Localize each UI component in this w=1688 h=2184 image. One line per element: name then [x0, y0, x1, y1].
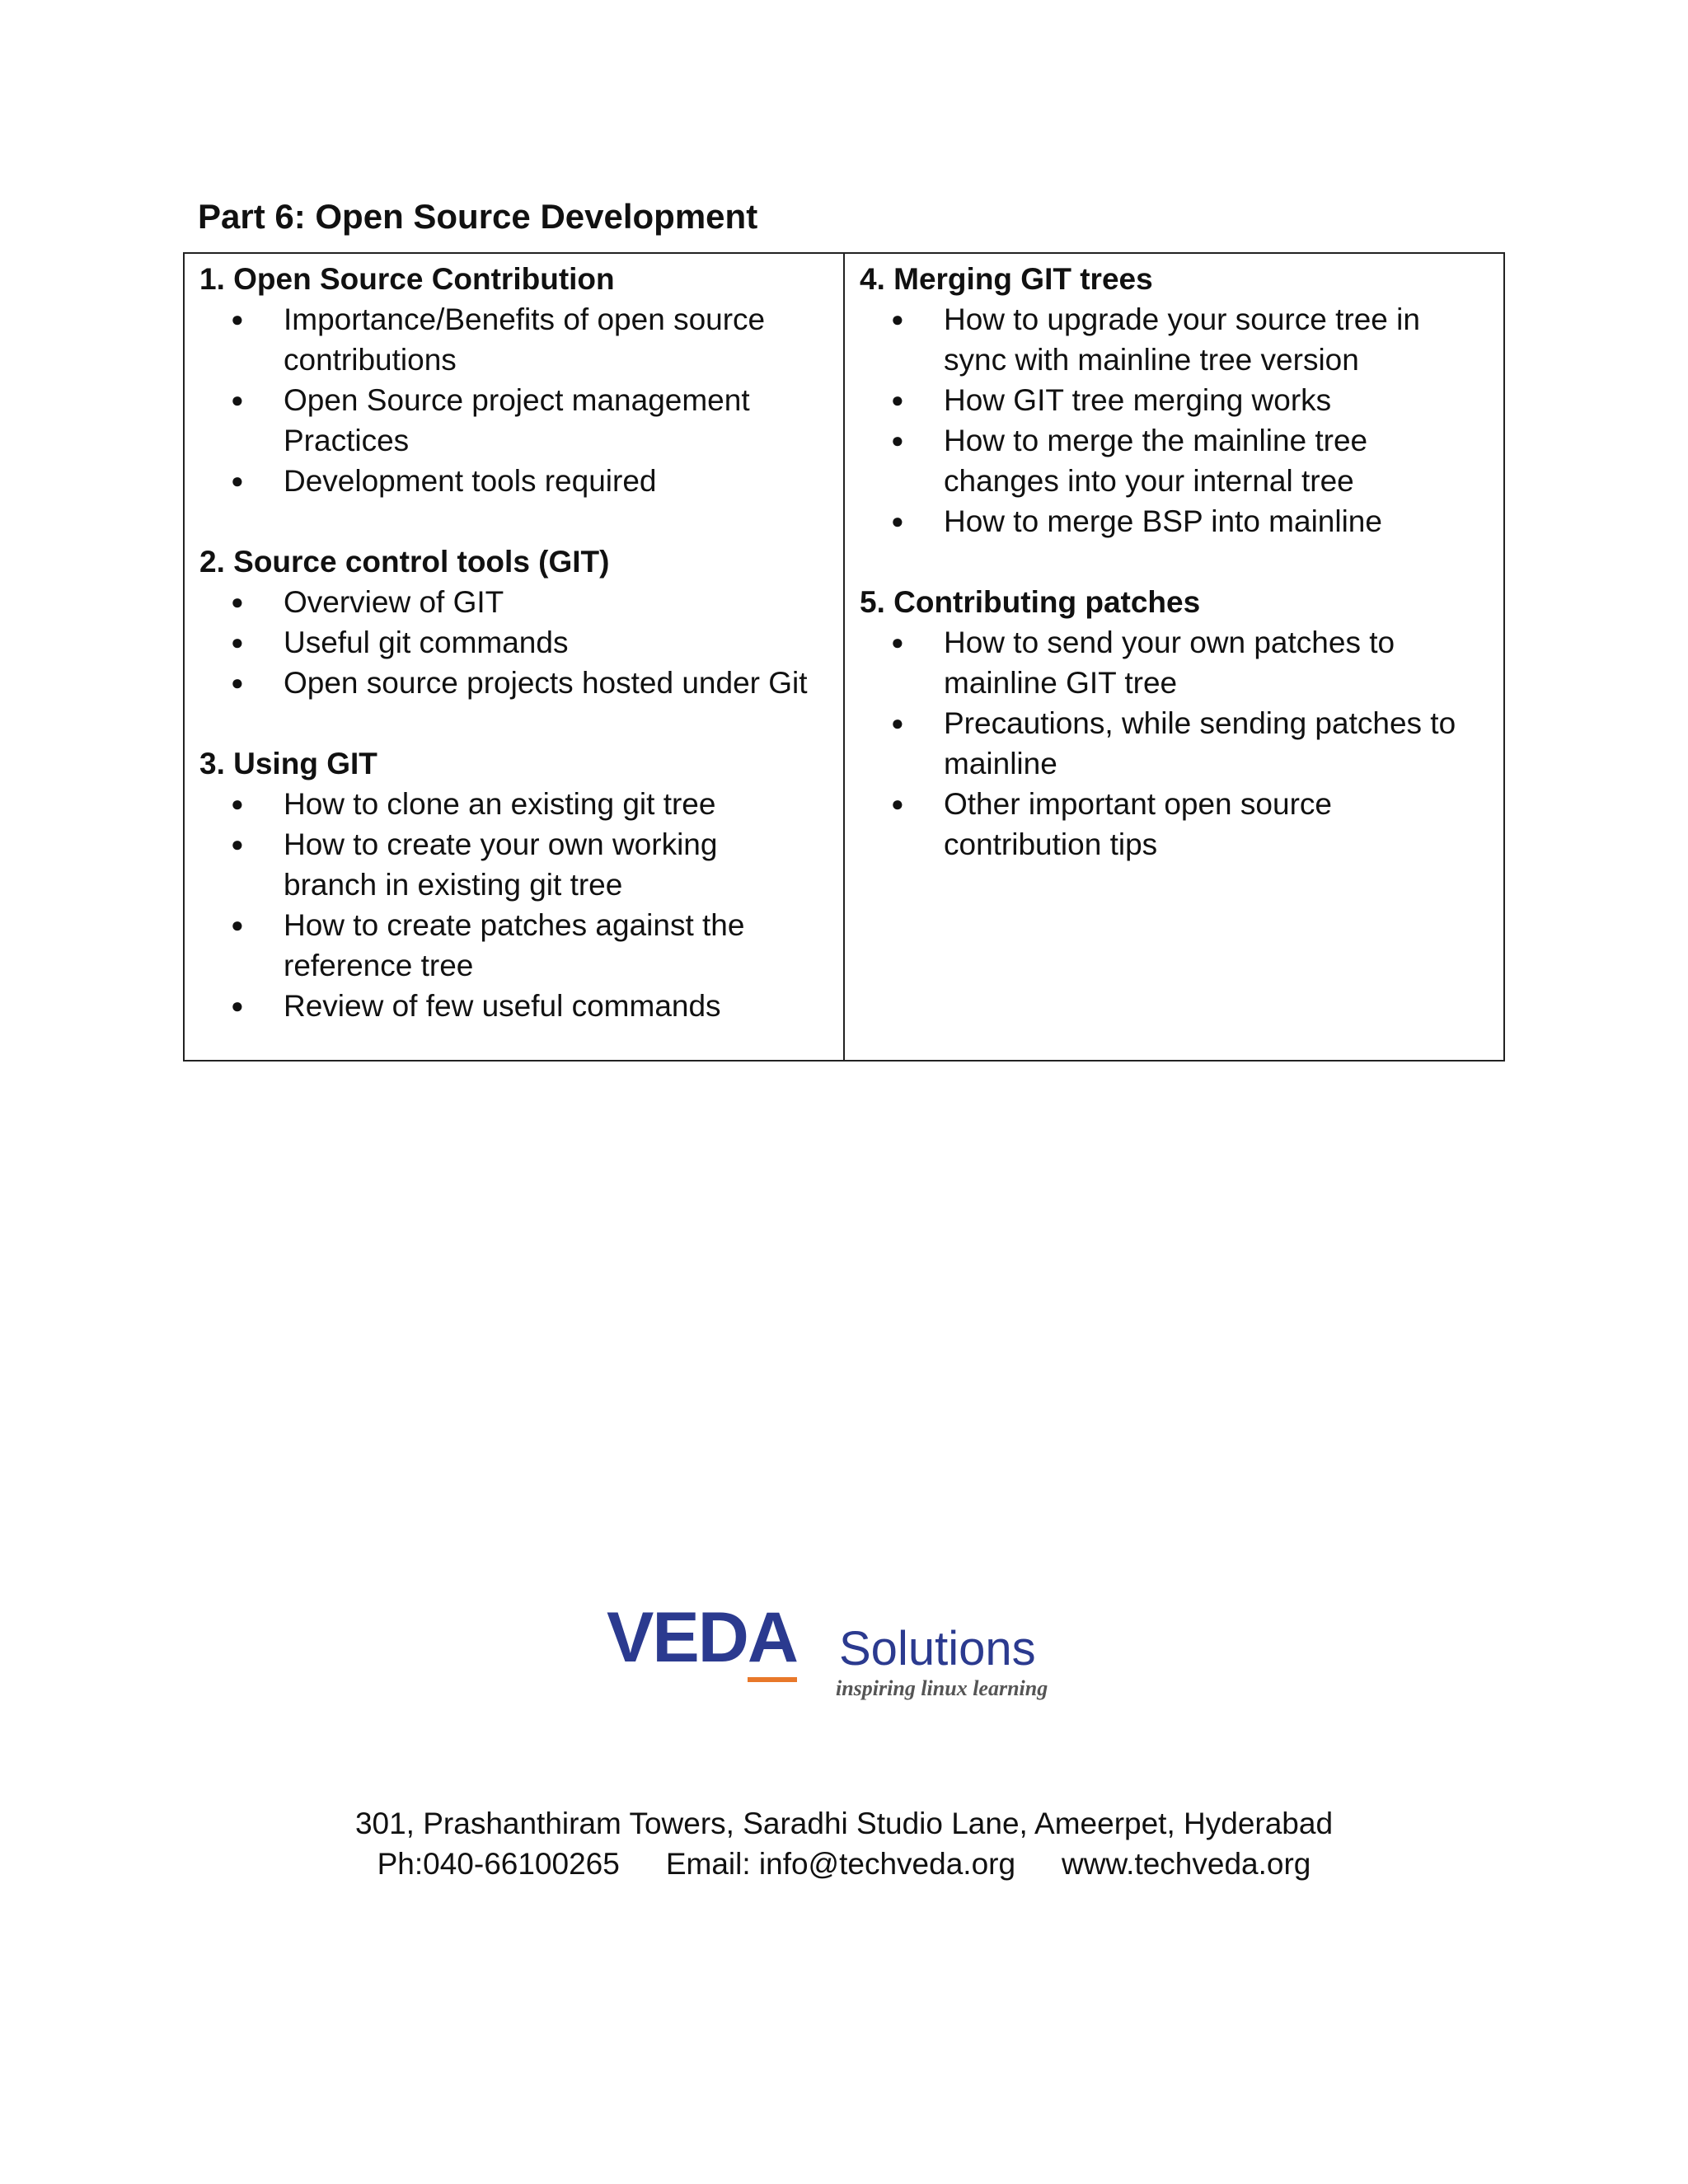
- bullet-icon: ●: [891, 428, 904, 452]
- footer-website: www.techveda.org: [1062, 1847, 1311, 1881]
- part-title: Part 6: Open Source Development: [198, 197, 758, 236]
- bullet-icon: ●: [231, 589, 244, 614]
- left-column: [185, 254, 845, 1060]
- logo-mark-text: VEDA: [607, 1598, 797, 1682]
- topic-list: [199, 582, 830, 703]
- bullet-icon: ●: [231, 468, 244, 493]
- topic-text: Practices: [284, 424, 410, 457]
- topic-text: reference tree: [284, 949, 474, 982]
- bullet-icon: ●: [231, 993, 244, 1018]
- bullet-icon: ●: [891, 387, 904, 412]
- topic-text: Useful git commands: [284, 626, 569, 659]
- topic-text: How to create patches against the: [284, 908, 745, 942]
- topic-item: [891, 784, 1490, 865]
- topic-text: How GIT tree merging works: [944, 383, 1332, 417]
- topic-list: [860, 299, 1490, 541]
- topic-text: mainline GIT tree: [944, 666, 1178, 700]
- bullet-icon: ●: [231, 832, 244, 856]
- section-title: 4. Merging GIT trees: [860, 262, 1153, 296]
- footer-address: 301, Prashanthiram Towers, Saradhi Studio Lane, Ameerpet, Hyderabad: [354, 1807, 1334, 1840]
- footer-contact: [0, 1844, 1688, 1884]
- topic-text: How to create your own working: [284, 827, 718, 861]
- topic-item: [231, 784, 830, 824]
- topic-item: [231, 663, 830, 703]
- topic-text: Review of few useful commands: [284, 989, 721, 1023]
- outline-section: [860, 582, 1490, 865]
- outline-section: [199, 743, 830, 1026]
- bullet-icon: ●: [891, 710, 904, 735]
- topic-item: [891, 299, 1490, 380]
- topic-item: [231, 622, 830, 663]
- outline-section: [860, 259, 1490, 541]
- topic-text: mainline: [944, 747, 1057, 780]
- course-outline-table: [183, 252, 1505, 1062]
- topic-text: Open Source project management: [284, 383, 750, 417]
- topic-item: [891, 501, 1490, 541]
- logo-mark-accent: A: [748, 1598, 797, 1682]
- logo-mark: [607, 1598, 797, 1677]
- topic-text: Development tools required: [284, 464, 657, 498]
- bullet-icon: ●: [231, 670, 244, 695]
- bullet-icon: ●: [891, 630, 904, 654]
- topic-text: How to upgrade your source tree in: [944, 302, 1420, 336]
- bullet-icon: ●: [231, 912, 244, 937]
- topic-list: [199, 784, 830, 1026]
- outline-section: [199, 541, 830, 703]
- section-title: 1. Open Source Contribution: [199, 262, 615, 296]
- topic-item: [891, 622, 1490, 703]
- topic-item: [231, 461, 830, 501]
- topic-text: How to clone an existing git tree: [284, 787, 716, 821]
- footer-email: Email: info@techveda.org: [665, 1847, 1016, 1881]
- bullet-icon: ●: [231, 630, 244, 654]
- topic-item: [231, 380, 830, 461]
- topic-item: [231, 905, 830, 986]
- topic-text: How to merge BSP into mainline: [944, 504, 1382, 538]
- topic-text: How to send your own patches to: [944, 626, 1395, 659]
- topic-item: [231, 582, 830, 622]
- topic-item: [231, 824, 830, 905]
- topic-text: branch in existing git tree: [284, 868, 623, 902]
- bullet-icon: ●: [231, 791, 244, 816]
- topic-text: Precautions, while sending patches to: [944, 706, 1456, 740]
- topic-item: [891, 420, 1490, 501]
- topic-item: [231, 299, 830, 380]
- topic-text: changes into your internal tree: [944, 464, 1354, 498]
- topic-text: Other important open source: [944, 787, 1332, 821]
- section-title: 2. Source control tools (GIT): [199, 545, 610, 579]
- topic-text: sync with mainline tree version: [944, 343, 1359, 377]
- veda-solutions-logo: [607, 1598, 1085, 1701]
- right-column: [845, 254, 1503, 1060]
- section-title: 5. Contributing patches: [860, 585, 1201, 619]
- topic-text: Overview of GIT: [284, 585, 504, 619]
- bullet-icon: ●: [891, 791, 904, 816]
- topic-item: [891, 380, 1490, 420]
- topic-item: [231, 986, 830, 1026]
- bullet-icon: ●: [231, 307, 244, 331]
- section-title: 3. Using GIT: [199, 747, 377, 780]
- logo-solutions-text: Solutions: [839, 1622, 1036, 1675]
- topic-text: Open source projects hosted under Git: [284, 666, 808, 700]
- logo-tagline: inspiring linux learning: [836, 1676, 1048, 1700]
- topic-list: [860, 622, 1490, 865]
- topic-item: [891, 703, 1490, 784]
- topic-text: contribution tips: [944, 827, 1158, 861]
- topic-text: Importance/Benefits of open source: [284, 302, 766, 336]
- bullet-icon: ●: [891, 509, 904, 533]
- topic-list: [199, 299, 830, 501]
- footer-phone: Ph:040-66100265: [377, 1847, 620, 1881]
- topic-text: How to merge the mainline tree: [944, 424, 1368, 457]
- outline-section: [199, 259, 830, 501]
- bullet-icon: ●: [231, 387, 244, 412]
- bullet-icon: ●: [891, 307, 904, 331]
- topic-text: contributions: [284, 343, 457, 377]
